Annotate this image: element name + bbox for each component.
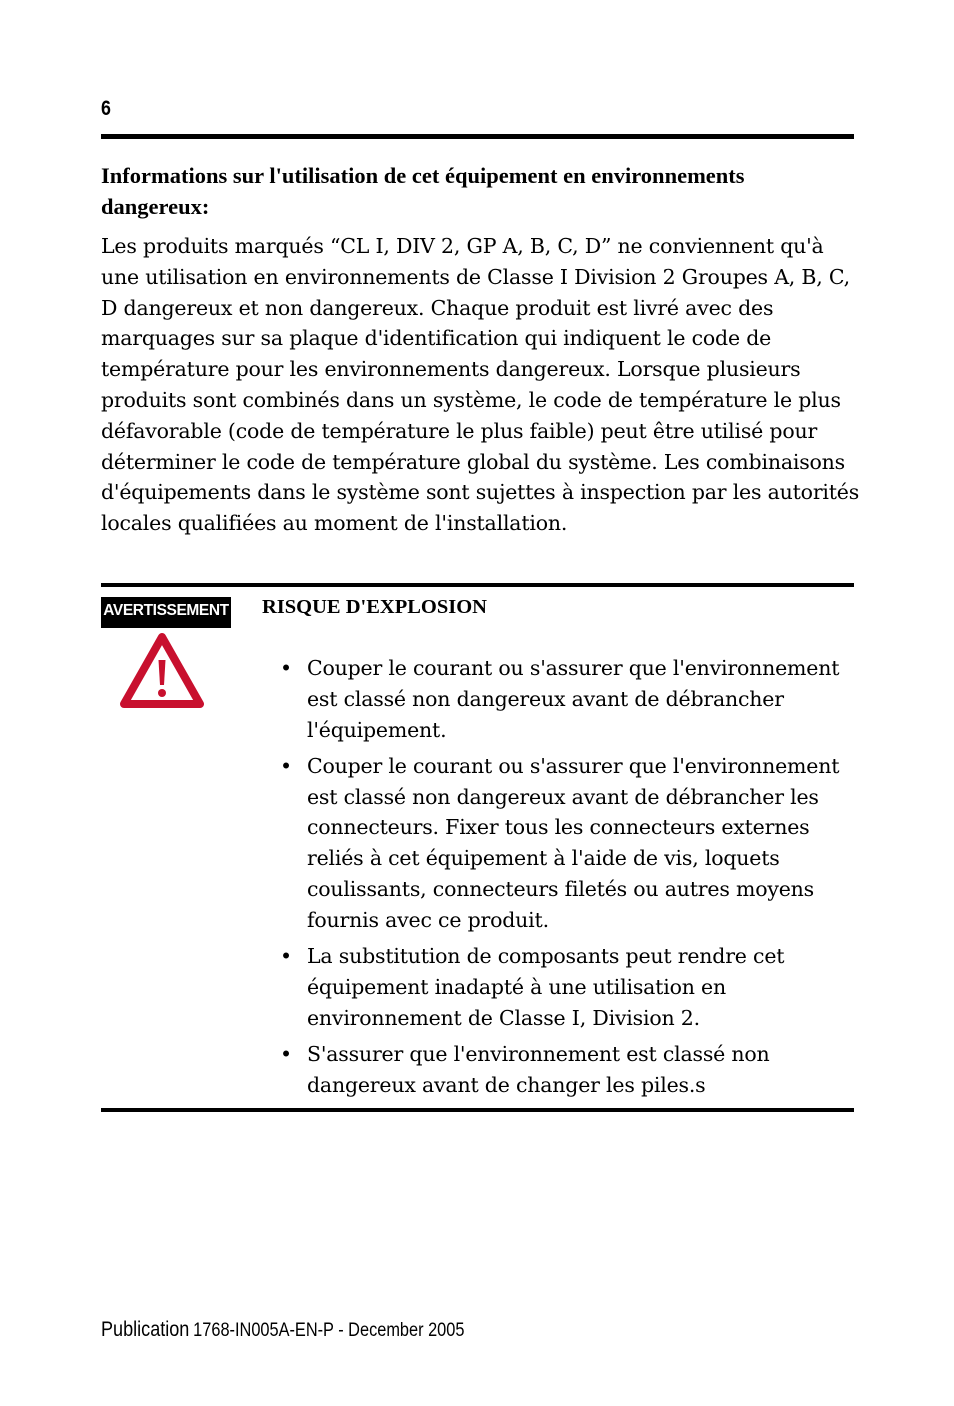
bullet-icon: • — [280, 944, 292, 969]
warning-bullet-list — [280, 653, 850, 1106]
warning-bottom-rule — [101, 1108, 854, 1112]
bullet-text: Couper le courant ou s'assurer que l'environnement est classé non dangereux avant de débrancher les connecteurs. Fixer tous les connecteurs externes reliés à cet équipement à l'aide de vis, loquets coulissants, connecteurs filetés ou autres moyens fournis avec ce produit. — [307, 753, 840, 932]
bullet-text: S'assurer que l'environnement est classé non dangereux avant de changer les piles.s — [307, 1042, 770, 1097]
bullet-icon: • — [280, 656, 292, 680]
warning-triangle-icon — [119, 631, 205, 710]
bullet-text: La substitution de composants peut rendre cet équipement inadapté à une utilisation en environnement de Classe I, Division 2. — [307, 944, 785, 1030]
bullet-icon: • — [280, 753, 292, 778]
warning-label: AVERTISSEMENT — [101, 597, 231, 628]
warning-title: RISQUE D'EXPLOSION — [262, 596, 487, 618]
footer-publication-code: 1768-IN005A-EN-P - December 2005 — [193, 1320, 465, 1341]
bullet-text: Couper le courant ou s'assurer que l'environnement est classé non dangereux avant de débrancher l'équipement. — [307, 656, 840, 742]
warning-bullet-item — [280, 941, 850, 1033]
warning-top-rule — [101, 583, 854, 587]
publication-footer — [101, 1318, 464, 1342]
section-heading: Informations sur l'utilisation de cet équipement en environnements dangereux: — [101, 163, 745, 219]
warning-bullet-item — [280, 653, 850, 745]
section-body: Les produits marqués “CL I, DIV 2, GP A, B, C, D” ne conviennent qu'à une utilisation en environnements de Classe I Division 2 Groupes A, B, C, D dangereux et non dangereux. Chaque produit est livré avec des marquages sur sa plaque d'identification qui indiquent le code de température pour les environnements dangereux. Lorsque plusieurs produits sont combinés dans un système, le code de température le plus défavorable (code de température le plus faible) peut être utilisé pour déterminer le code de température global du système. Les combinaisons d'équipements dans le système sont sujettes à inspection par les autorités locales qualifiées au moment de l'installation. — [101, 234, 860, 536]
warning-bullet-item — [280, 751, 850, 936]
top-rule — [101, 134, 854, 139]
bullet-icon: • — [280, 1042, 292, 1067]
warning-bullet-item — [280, 1039, 850, 1101]
footer-label: Publication — [101, 1318, 190, 1341]
page-number: 6 — [101, 97, 111, 120]
